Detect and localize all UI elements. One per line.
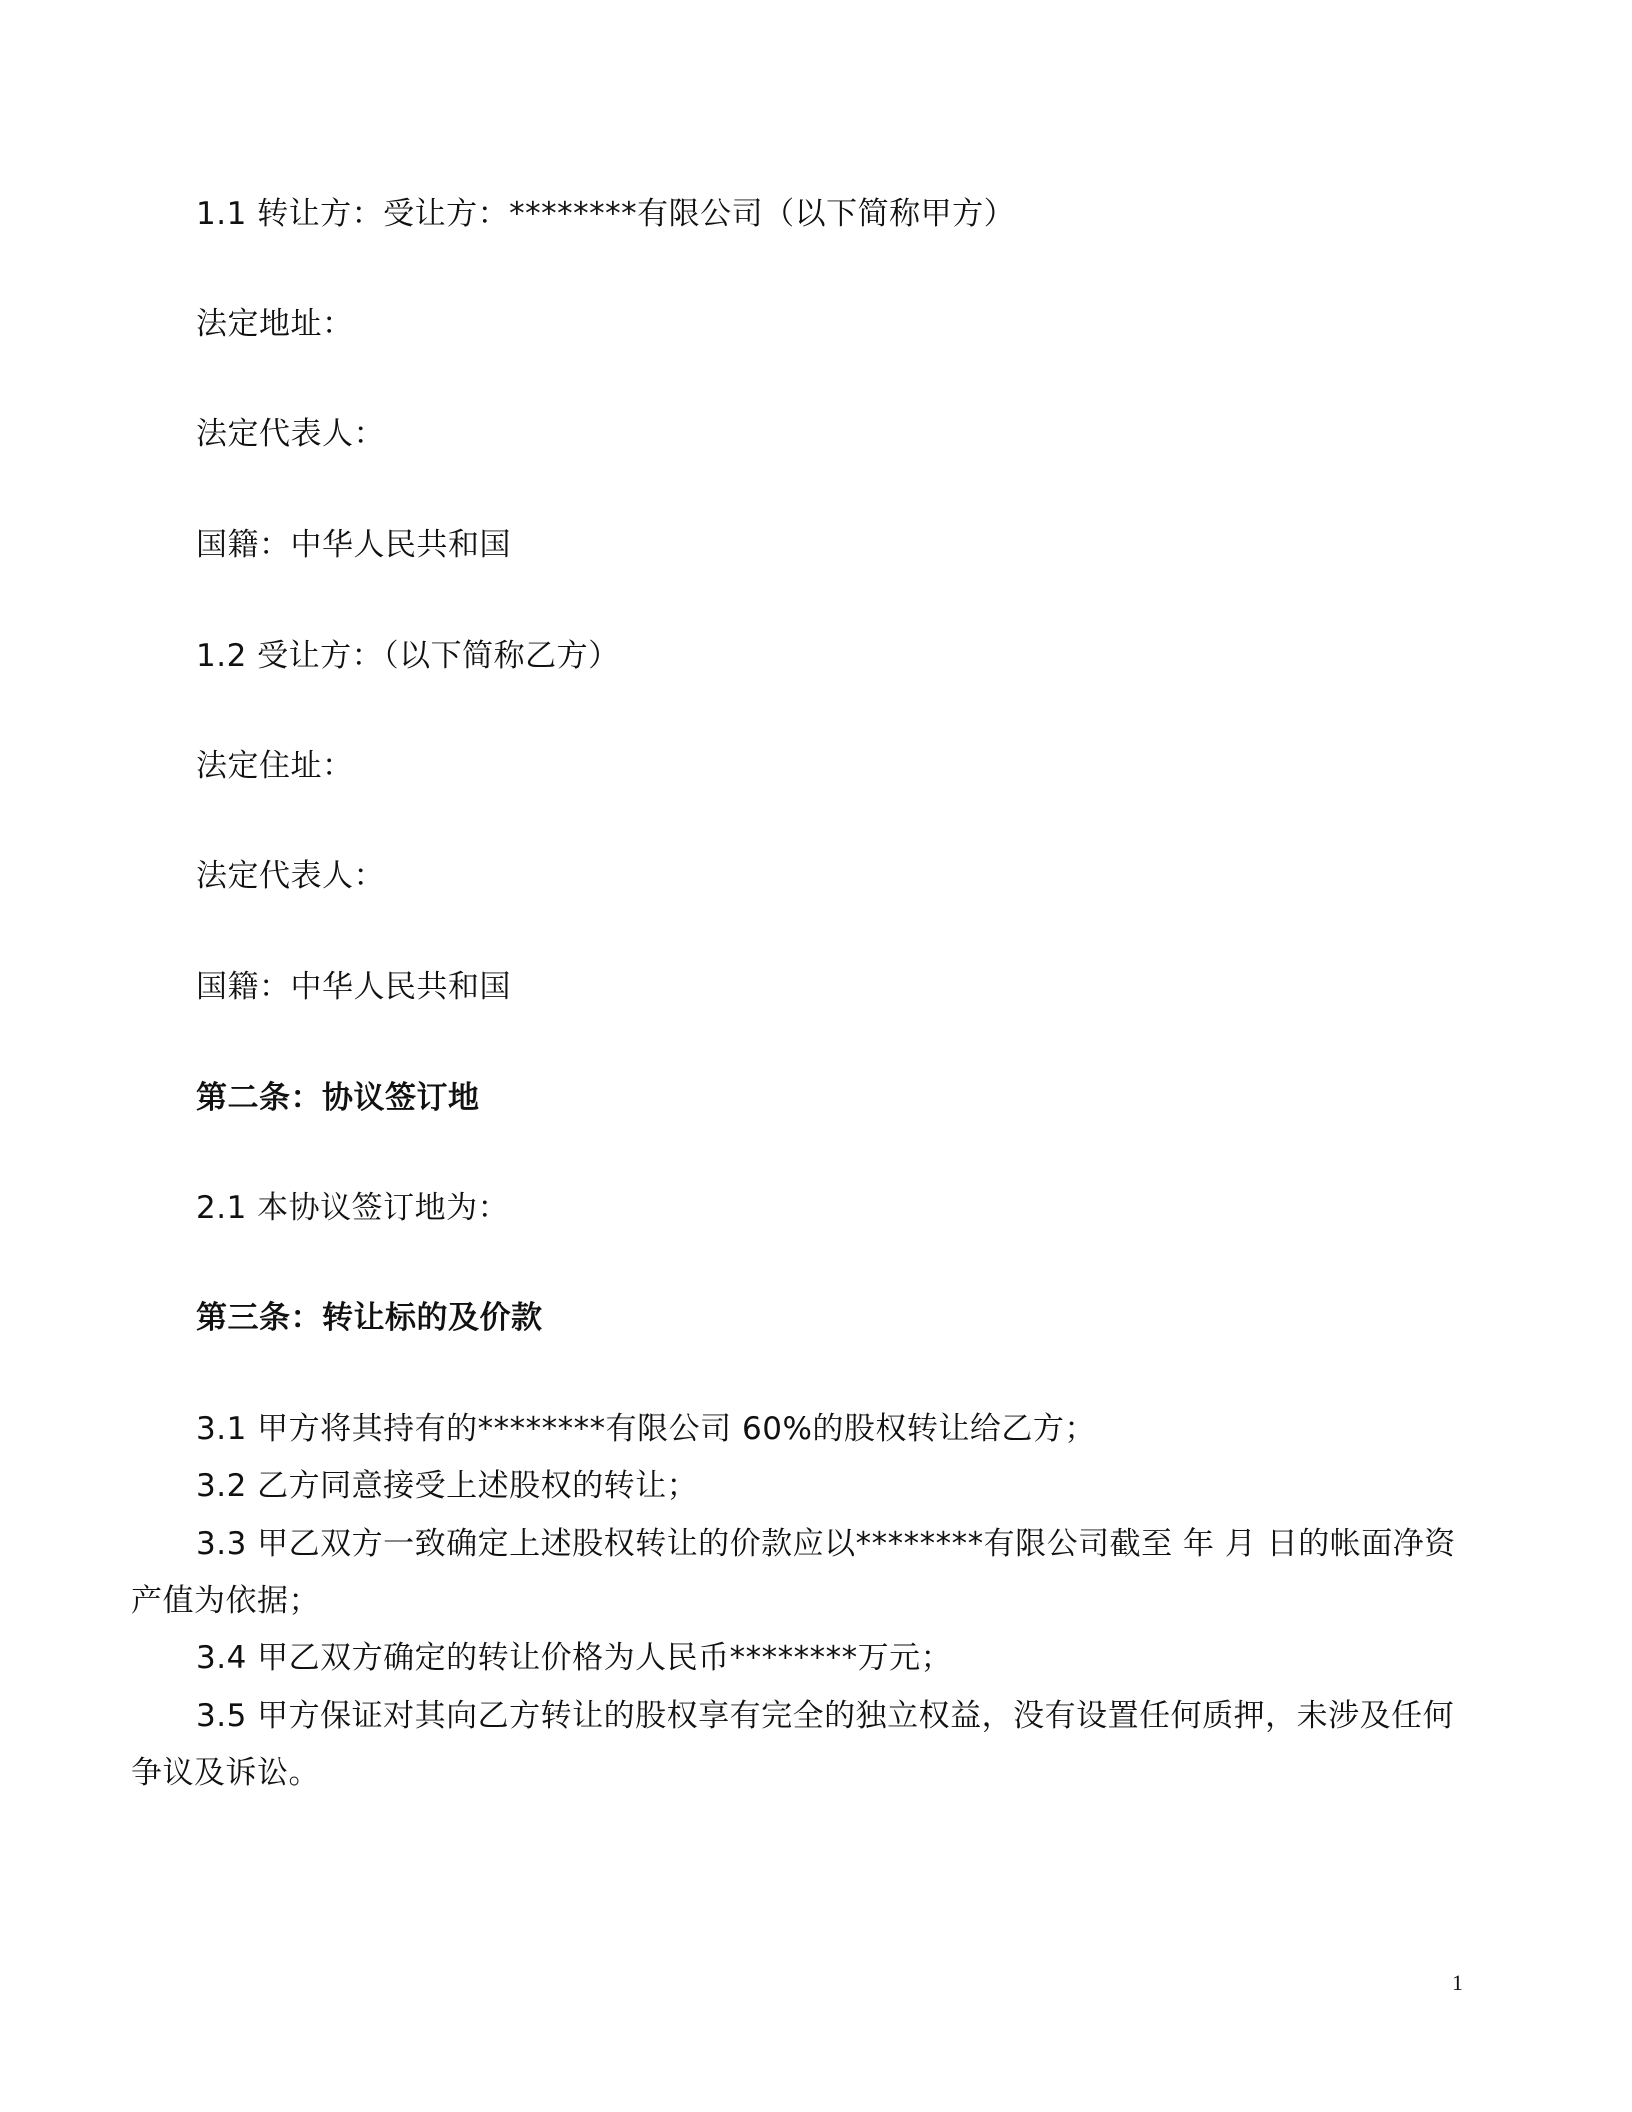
party-b-address: 法定住址：: [196, 748, 354, 784]
party-b-nationality: 国籍：中华人民共和国: [196, 969, 511, 1005]
party-a-representative: 法定代表人：: [196, 416, 385, 452]
party-a-line: 1.1 转让方：受让方：********有限公司（以下简称甲方）: [196, 196, 1016, 232]
party-a-address: 法定地址：: [196, 306, 354, 342]
party-a-nationality: 国籍：中华人民共和国: [196, 527, 511, 563]
clause-3-3: 3.3 甲乙双方一致确定上述股权转让的价款应以********有限公司截至 年 月 日的帐面净资: [196, 1526, 1456, 1562]
party-b-representative: 法定代表人：: [196, 858, 385, 894]
article-3-heading: 第三条：转让标的及价款: [196, 1300, 543, 1336]
article-2-heading: 第二条：协议签订地: [196, 1080, 480, 1116]
clause-3-2: 3.2 乙方同意接受上述股权的转让；: [196, 1468, 699, 1504]
clause-3-1: 3.1 甲方将其持有的********有限公司 60%的股权转让给乙方；: [196, 1411, 1096, 1447]
clause-3-5-continued: 争议及诉讼。: [131, 1755, 320, 1791]
clause-3-5: 3.5 甲方保证对其向乙方转让的股权享有完全的独立权益，没有设置任何质押，未涉及任何: [196, 1698, 1455, 1734]
clause-3-4: 3.4 甲乙双方确定的转让价格为人民币********万元；: [196, 1640, 953, 1676]
page-number: 1: [1452, 1970, 1463, 1995]
clause-2-1: 2.1 本协议签订地为：: [196, 1190, 510, 1226]
party-b-line: 1.2 受让方：（以下简称乙方）: [196, 638, 620, 674]
clause-3-3-continued: 产值为依据；: [131, 1583, 320, 1619]
